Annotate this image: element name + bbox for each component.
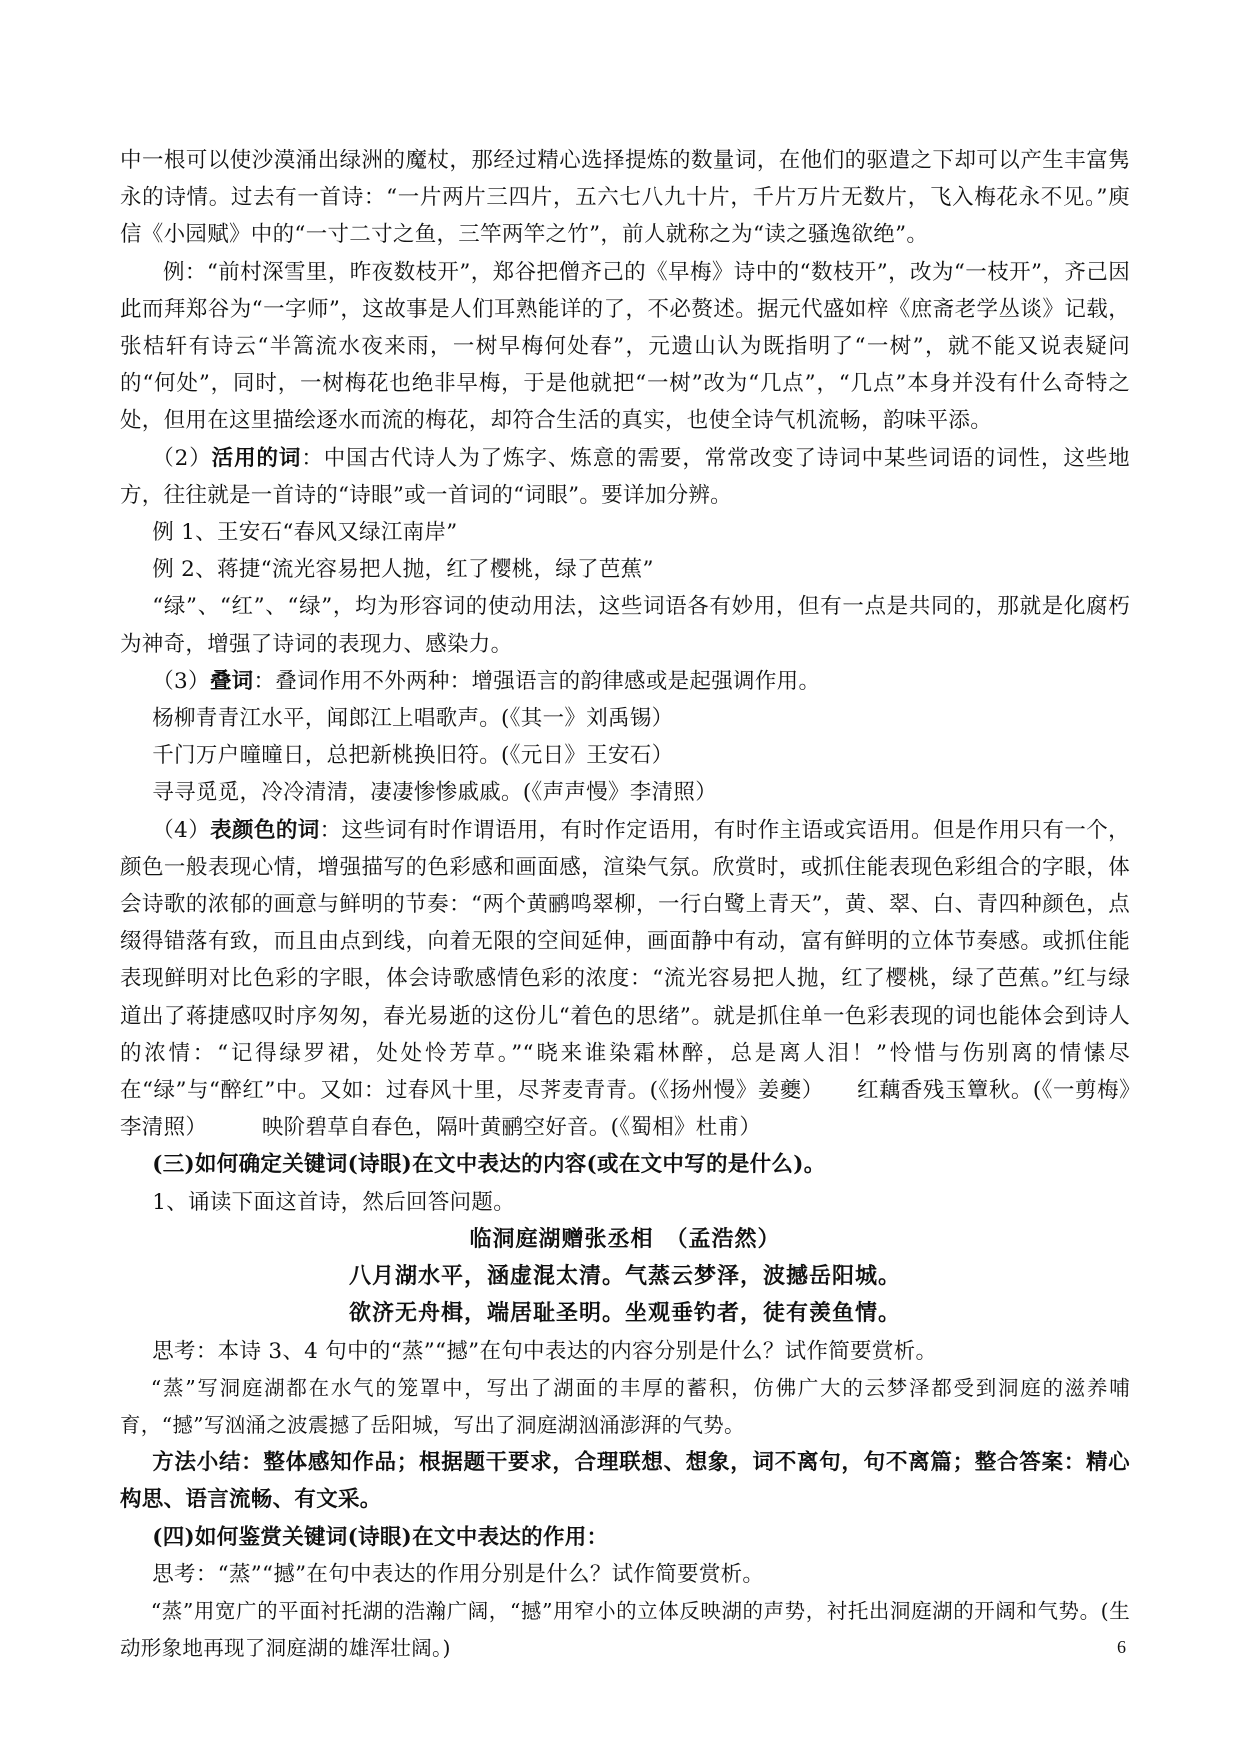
paragraph-numeral-words: 中一根可以使沙漠涌出绿洲的魔杖，那经过精心选择提炼的数量词，在他们的驱遣之下却可以产生丰富隽永的诗情。过去有一首诗：“一片两片三四片，五六七八九十片，千片万片无数片，飞入梅花永不见。”庾信《小园赋》中的“一寸二寸之鱼，三竿两竿之竹”，前人就称之为“读之骚逸欲绝”。 — [120, 148, 1130, 248]
paragraph-causative-usage: “绿”、“红”、“绿”，均为形容词的使动用法，这些词语各有妙用，但有一点是共同的，那就是化腐朽为神奇，增强了诗词的表现力、感染力。 — [120, 594, 1130, 657]
quote-line-wanganshi: 千门万户曈曈日，总把新桃换旧符。(《元日》王安石） — [152, 743, 674, 769]
answer-2: “蒸”用宽广的平面衬托湖的浩瀚广阔，“撼”用窄小的立体反映湖的声势，衬托出洞庭湖的开阔和气势。(生动形象地再现了洞庭湖的雄浑壮阔。) — [120, 1598, 1130, 1661]
document-body — [120, 142, 1130, 1667]
paragraph-reduplication — [120, 663, 1130, 700]
page-number: 6 — [1117, 1637, 1126, 1657]
item-prefix: （2） — [152, 445, 212, 471]
section-heading-4: (四)如何鉴赏关键词(诗眼)在文中表达的作用： — [152, 1524, 609, 1550]
paragraph-example-zaomei: 例：“前村深雪里，昨夜数枝开”，郑谷把僧齐己的《早梅》诗中的“数枝开”，改为“一枝开”，齐己因此而拜郑谷为“一字师”，这故事是人们耳熟能详的了，不必赘述。据元代盛如梓《庶斋老学丛谈》记载，张桔轩有诗云“半篙流水夜来雨，一树早梅何处春”，元遗山认为既指明了“一树”，就不能又说表疑问的“何处”，同时，一树梅花也绝非早梅，于是他就把“一树”改为“几点”，“几点”本身并没有什么奇特之处，但用在这里描绘逐水而流的梅花，却符合生活的真实，也使全诗气机流畅，韵味平添。 — [120, 259, 1130, 434]
question-1: 1、诵读下面这首诗，然后回答问题。 — [152, 1189, 516, 1215]
answer-1: “蒸”写洞庭湖都在水气的笼罩中，写出了湖面的丰厚的蓄积，仿佛广大的云梦泽都受到洞庭的滋养哺育，“撼”写汹涌之波震撼了岳阳城，写出了洞庭湖汹涌澎湃的气势。 — [120, 1375, 1130, 1437]
item-term: 表颜色的词 — [210, 817, 320, 843]
item-term: 活用的词 — [211, 445, 302, 471]
paragraph-color-words — [120, 812, 1130, 1147]
item-body: ：这些词有时作谓语用，有时作定语用，有时作主语或宾语用。但是作用只有一个，颜色一般表现心情，增强描写的色彩感和画面感，渲染气氛。欣赏时，或抓住能表现色彩组合的字眼，体会诗歌的浓郁的画意与鲜明的节奏：“两个黄鹂鸣翠柳，一行白鹭上青天”，黄、翠、白、青四种颜色，点缀得错落有致，而且由点到线，向着无限的空间延伸，画面静中有动，富有鲜明的立体节奏感。或抓住能表现鲜明对比色彩的字眼，体会诗歌感情色彩的浓度：“流光容易把人抛，红了樱桃，绿了芭蕉。”红与绿道出了蒋捷感叹时序匆匆，春光易逝的这份儿“着色的思绪”。就是抓住单一色彩表现的词也能体会到诗人的浓情：“记得绿罗裙，处处怜芳草。”“晓来谁染霜林醉，总是离人泪！”怜惜与伤别离的情愫尽在“绿”与“醉红”中。又如：过春风十里，尽荠麦青青。(《扬州慢》姜夔） 红藕香残玉簟秋。(《一剪梅》李清照） 映阶碧草自春色，隔叶黄鹂空好音。(《蜀相》杜甫） — [120, 817, 1130, 1141]
item-prefix: （4） — [152, 817, 211, 843]
poem-line-1: 八月湖水平，涵虚混太清。气蒸云梦泽，波撼岳阳城。 — [348, 1263, 901, 1290]
item-body: ：叠词作用不外两种：增强语言的韵律感或是起强调作用。 — [253, 668, 821, 694]
paragraph-active-words — [120, 440, 1130, 514]
item-body: ：中国古代诗人为了炼字、炼意的需要，常常改变了诗词中某些词语的词性，这些地方，往往就是一首诗的“诗眼”或一首词的“词眼”。要详加分辨。 — [120, 445, 1130, 508]
section-heading-3: (三)如何确定关键词(诗眼)在文中表达的内容(或在文中写的是什么)。 — [152, 1152, 826, 1178]
item-prefix: （3） — [152, 668, 210, 694]
poem-title: 临洞庭湖赠张丞相 （孟浩然） — [469, 1225, 781, 1252]
quote-line-liuyuxi: 杨柳青青江水平，闻郎江上唱歌声。(《其一》刘禹锡） — [152, 706, 674, 732]
example-line-2: 例 2、蒋捷“流光容易把人抛，红了樱桃，绿了芭蕉” — [152, 557, 654, 583]
method-summary: 方法小结：整体感知作品；根据题干要求，合理联想、想象，词不离句，句不离篇；整合答案：精心构思、语言流畅、有文采。 — [120, 1450, 1130, 1513]
poem-line-2: 欲济无舟楫，端居耻圣明。坐观垂钓者，徒有羡鱼情。 — [348, 1300, 901, 1327]
think-question-1: 思考：本诗 3、4 句中的“蒸”“撼”在句中表达的内容分别是什么？试作简要赏析。 — [152, 1338, 938, 1364]
think-question-2: 思考：“蒸”“撼”在句中表达的作用分别是什么？试作简要赏析。 — [152, 1561, 765, 1587]
example-line-1: 例 1、王安石“春风又绿江南岸” — [152, 520, 458, 546]
item-term: 叠词 — [209, 668, 254, 694]
quote-line-liqingzhao: 寻寻觅觅，冷冷清清，凄凄惨惨戚戚。(《声声慢》李清照） — [152, 780, 717, 806]
